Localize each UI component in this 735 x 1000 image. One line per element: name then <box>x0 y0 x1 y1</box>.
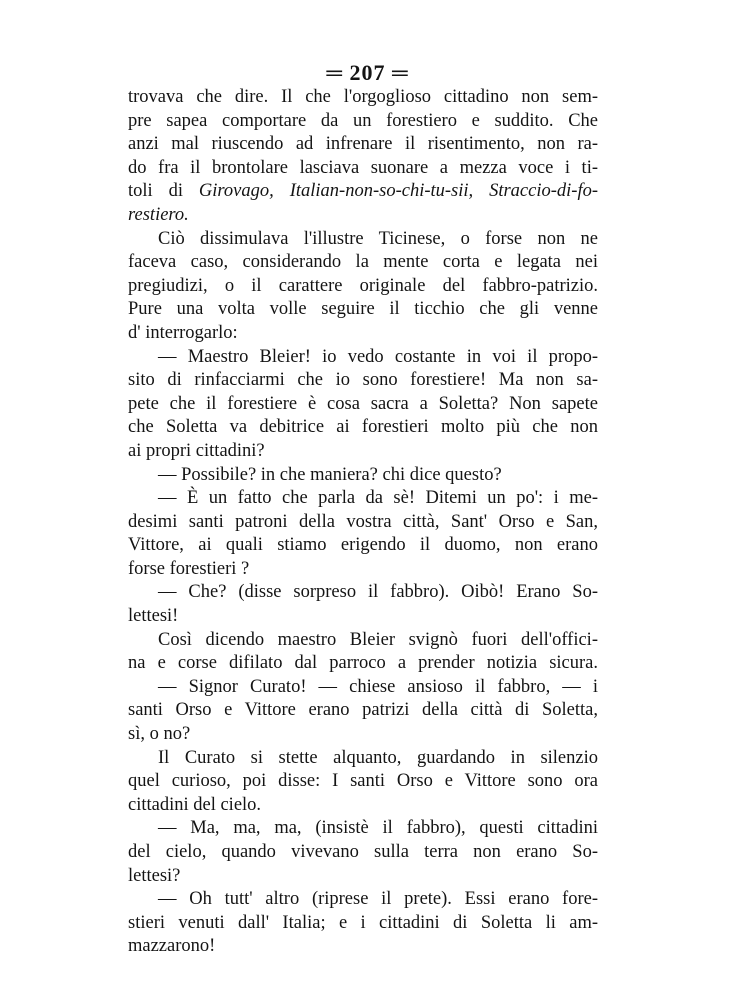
text-line: santi Orso e Vittore erano patrizi della città di Soletta, <box>128 700 598 721</box>
text-line: stieri venuti dall' Italia; e i cittadini di Soletta li am- <box>128 912 598 933</box>
text-line: pete che il forestiere è cosa sacra a Soletta? Non sapete <box>128 393 598 414</box>
text-line: — Signor Curato! — chiese ansioso il fabbro, — i <box>158 676 598 697</box>
body-text <box>128 86 598 959</box>
text-line: Il Curato si stette alquanto, guardando in silenzio <box>158 747 598 768</box>
text-line: che Soletta va debitrice ai forestieri molto più che non <box>128 417 598 438</box>
text-line: faceva caso, considerando la mente corta e legata nei <box>128 252 598 273</box>
text-line: — È un fatto che parla da sè! Ditemi un po': i me- <box>158 488 598 509</box>
text-line: sì, o no? <box>128 724 191 745</box>
text-line: do fra il brontolare lasciava suonare a mezza voce i ti- <box>128 157 598 178</box>
text-line: forse forestieri ? <box>128 558 250 579</box>
text-line: lettesi? <box>128 865 181 886</box>
text-line: cittadini del cielo. <box>128 794 262 815</box>
text-line: del cielo, quando vivevano sulla terra non erano So- <box>128 842 598 862</box>
text-line: desimi santi patroni della vostra città, Sant' Orso e San, <box>128 511 598 532</box>
text-line: sito di rinfacciarmi che io sono forestiere! Ma non sa- <box>128 370 598 391</box>
text-line: lettesi! <box>128 606 179 627</box>
page-number: ═ 207 ═ <box>326 60 409 85</box>
text-line: trovava che dire. Il che l'orgoglioso cittadino non sem- <box>128 87 598 107</box>
text-line: pregiudizi, o il carattere originale del fabbro-patrizio. <box>128 275 598 296</box>
text-line: anzi mal riuscendo ad infrenare il risentimento, non ra- <box>128 134 598 155</box>
text-line: mazzarono! <box>128 936 216 957</box>
text-line: — Maestro Bleier! io vedo costante in voi il propo- <box>158 346 598 367</box>
text-line: Ciò dissimulava l'illustre Ticinese, o forse non ne <box>158 228 598 249</box>
text-line: quel curioso, poi disse: I santi Orso e Vittore sono ora <box>128 771 598 792</box>
text-line: Vittore, ai quali stiamo erigendo il duomo, non erano <box>128 535 598 556</box>
text-line: na e corse difilato dal parroco a prender notizia sicura. <box>128 653 598 674</box>
text-line: — Possibile? in che maniera? chi dice questo? <box>158 464 502 485</box>
text-line: — Che? (disse sorpreso il fabbro). Oibò! Erano So- <box>158 582 598 603</box>
text-line: ai propri cittadini? <box>128 440 265 461</box>
text-line: — Ma, ma, ma, (insistè il fabbro), questi cittadini <box>158 818 598 839</box>
text-line: Pure una volta volle seguire il ticchio che gli venne <box>128 299 598 320</box>
text-line: toli di Girovago, Italian-non-so-chi-tu-sii, Straccio-di-fo- <box>128 181 599 202</box>
text-line: pre sapea comportare da un forestiero e suddito. Che <box>128 110 598 131</box>
text-line: — Oh tutt' altro (riprese il prete). Essi erano fore- <box>158 889 598 910</box>
text-line: d' interrogarlo: <box>128 322 238 343</box>
text-line: Così dicendo maestro Bleier svignò fuori dell'offici- <box>158 629 598 650</box>
text-line: restiero. <box>128 204 189 225</box>
